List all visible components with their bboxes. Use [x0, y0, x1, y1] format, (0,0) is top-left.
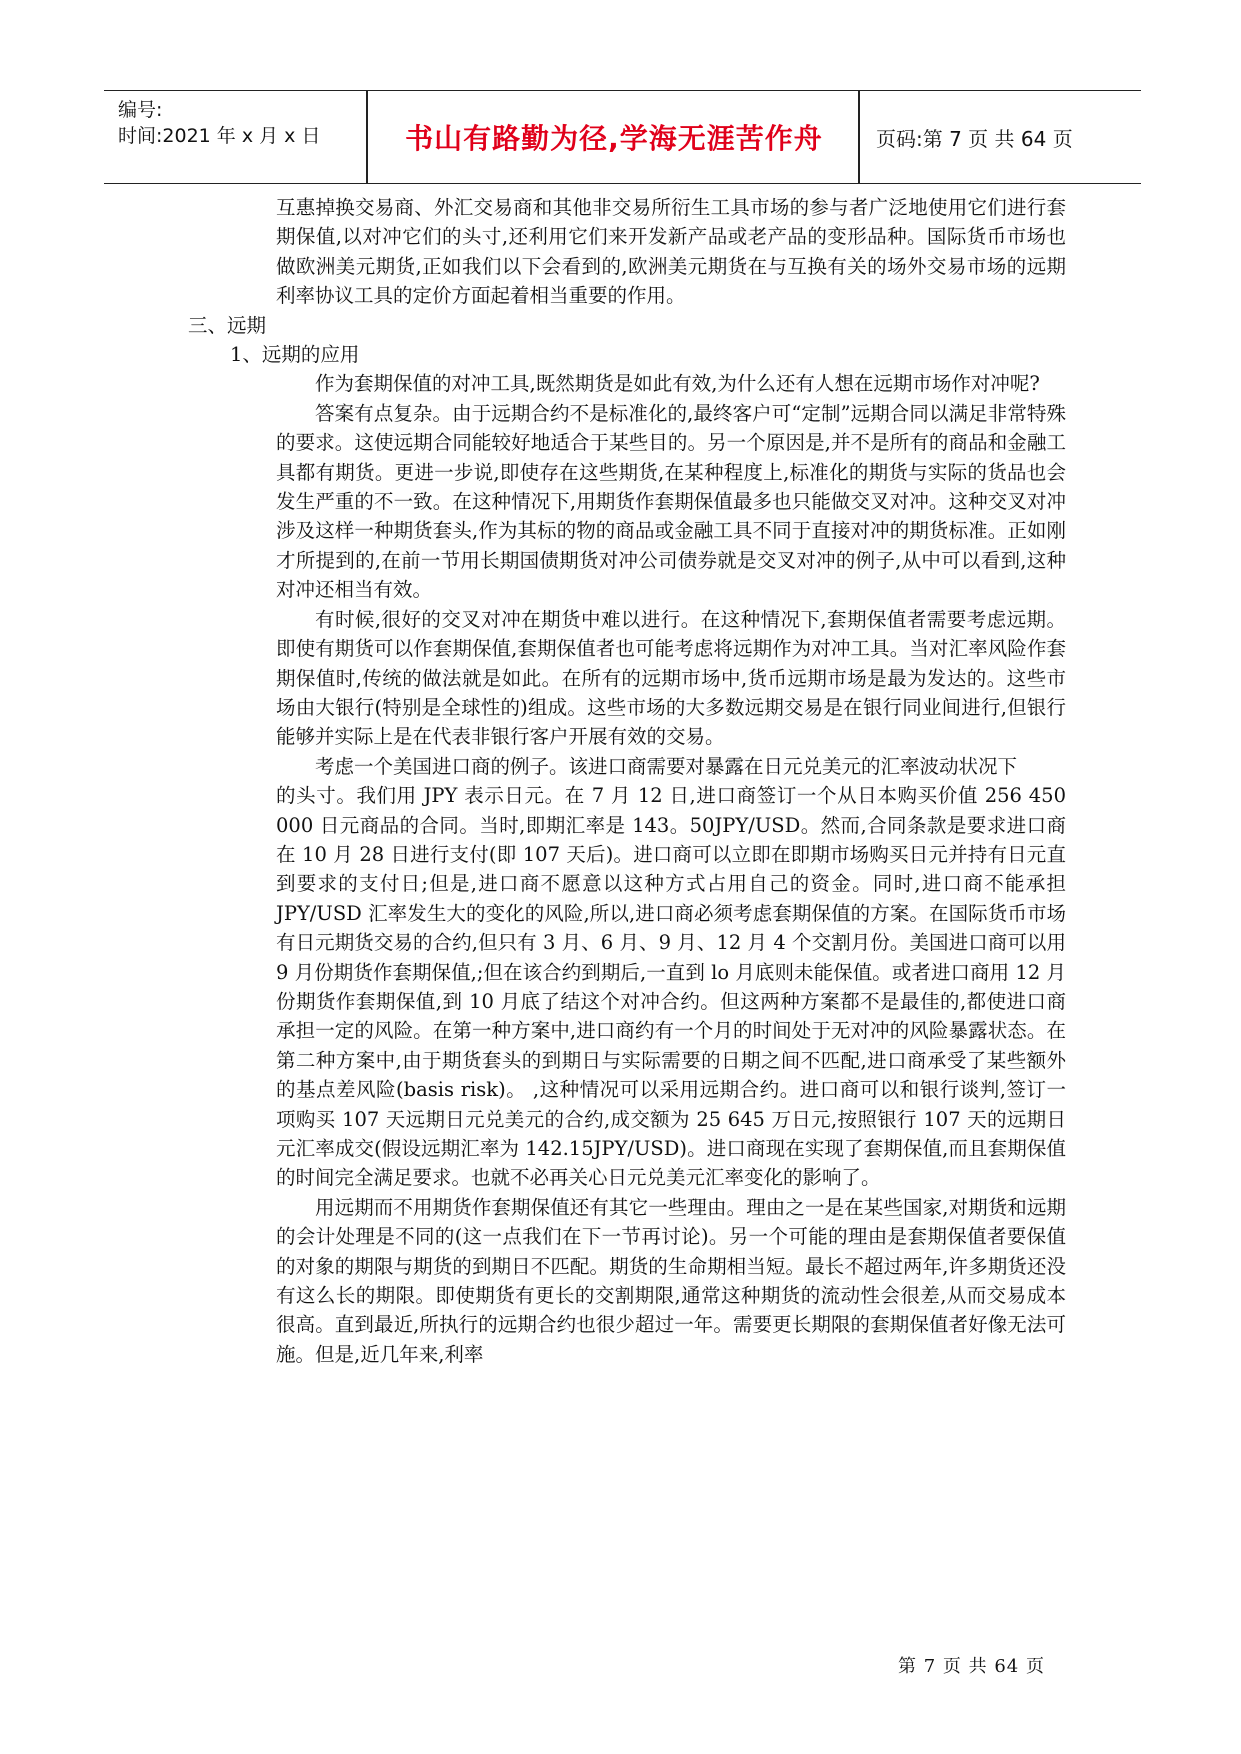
section-heading: 三、远期: [188, 313, 267, 337]
paragraph: 作为套期保值的对冲工具,既然期货是如此有效,为什么还有人想在远期市场作对冲呢?: [315, 372, 1040, 396]
document-body: [188, 193, 1066, 1369]
header-meta: [118, 97, 320, 149]
header-divider: [858, 91, 860, 183]
paragraph: 互惠掉换交易商、外汇交易商和其他非交易所衍生工具市场的参与者广泛地使用它们进行套期保值,以对冲它们的头寸,还利用它们来开发新产品或老产品的变形品种。国际货币市场也做欧洲美元期货,正如我们以下会看到的,欧洲美元期货在与互换有关的场外交易市场的远期利率协议工具的定价方面起着相当重要的作用。: [276, 196, 1066, 308]
paragraph: 的头寸。我们用 JPY 表示日元。在 7 月 12 日,进口商签订一个从日本购买价值 256 450 000 日元商品的合同。当时,即期汇率是 143。50JPY/USD。然而,合同条款是要求进口商在 10 月 28 日进行支付(即 107 天后)。进口商可以立即在即期市场购买日元并持有日元直到要求的支付日;但是,进口商不愿意以这种方式占用自己的资金。同时,进口商不能承担 JPY/USD 汇率发生大的变化的风险,所以,进口商必须考虑套期保值的方案。在国际货币市场有日元期货交易的合约,但只有 3 月、6 月、9 月、12 月 4 个交割月份。美国进口商可以用 9 月份期货作套期保值,;但在该合约到期后,一直到 lo 月底则未能保值。或者进口商用 12 月份期货作套期保值,到 10 月底了结这个对冲合约。但这两种方案都不是最佳的,都使进口商承担一定的风险。在第一种方案中,进口商约有一个月的时间处于无对冲的风险暴露状态。在第二种方案中,由于期货套头的到期日与实际需要的日期之间不匹配,进口商承受了某些额外的基点差风险(basis risk)。 ,这种情况可以采用远期合约。进口商可以和银行谈判,签订一项购买 107 天远期日元兑美元的合约,成交额为 25 645 万日元,按照银行 107 天的远期日元汇率成交(假设远期汇率为 142.15JPY/USD)。进口商现在实现了套期保值,而且套期保值的时间完全满足要求。也就不必再关心日元兑美元汇率变化的影响了。: [276, 784, 1066, 1190]
paragraph: 考虑一个美国进口商的例子。该进口商需要对暴露在日元兑美元的汇率波动状况下: [315, 754, 1018, 778]
header-motto: 书山有路勤为径,学海无涯苦作舟: [405, 122, 823, 155]
paragraph: 用远期而不用期货作套期保值还有其它一些理由。理由之一是在某些国家,对期货和远期的会计处理是不同的(这一点我们在下一节再讨论)。另一个可能的理由是套期保值者要保值的对象的期限与期货的到期日不匹配。期货的生命期相当短。最长不超过两年,许多期货还没有这么长的期限。即使期货有更长的交割期限,通常这种期货的流动性会很差,从而交易成本很高。直到最近,所执行的远期合约也很少超过一年。需要更长期限的套期保值者好像无法可施。但是,近几年来,利率: [276, 1195, 1066, 1366]
header-page-info: 页码:第 7 页 共 64 页: [876, 126, 1073, 151]
page-header: [104, 90, 1141, 184]
subsection-heading: 1、远期的应用: [230, 343, 360, 367]
paragraph: 有时候,很好的交叉对冲在期货中难以进行。在这种情况下,套期保值者需要考虑远期。即使有期货可以作套期保值,套期保值者也可能考虑将远期作为对冲工具。当对汇率风险作套期保值时,传统的做法就是如此。在所有的远期市场中,货币远期市场是最为发达的。这些市场由大银行(特别是全球性的)组成。这些市场的大多数远期交易是在银行同业间进行,但银行能够并实际上是在代表非银行客户开展有效的交易。: [276, 607, 1066, 749]
page-footer: 第 7 页 共 64 页: [898, 1656, 1045, 1677]
paragraph: 答案有点复杂。由于远期合约不是标准化的,最终客户可“定制”远期合同以满足非常特殊的要求。这使远期合同能较好地适合于某些目的。另一个原因是,并不是所有的商品和金融工具都有期货。更进一步说,即使存在这些期货,在某种程度上,标准化的期货与实际的货品也会发生严重的不一致。在这种情况下,用期货作套期保值最多也只能做交叉对冲。这种交叉对冲涉及这样一种期货套头,作为其标的物的商品或金融工具不同于直接对冲的期货标准。正如刚才所提到的,在前一节用长期国债期货对冲公司债券就是交叉对冲的例子,从中可以看到,这种对冲还相当有效。: [276, 401, 1066, 602]
document-number-label: 编号:: [118, 99, 163, 121]
header-divider: [366, 91, 368, 183]
document-time-label: 时间:2021 年 x 月 x 日: [118, 125, 321, 147]
